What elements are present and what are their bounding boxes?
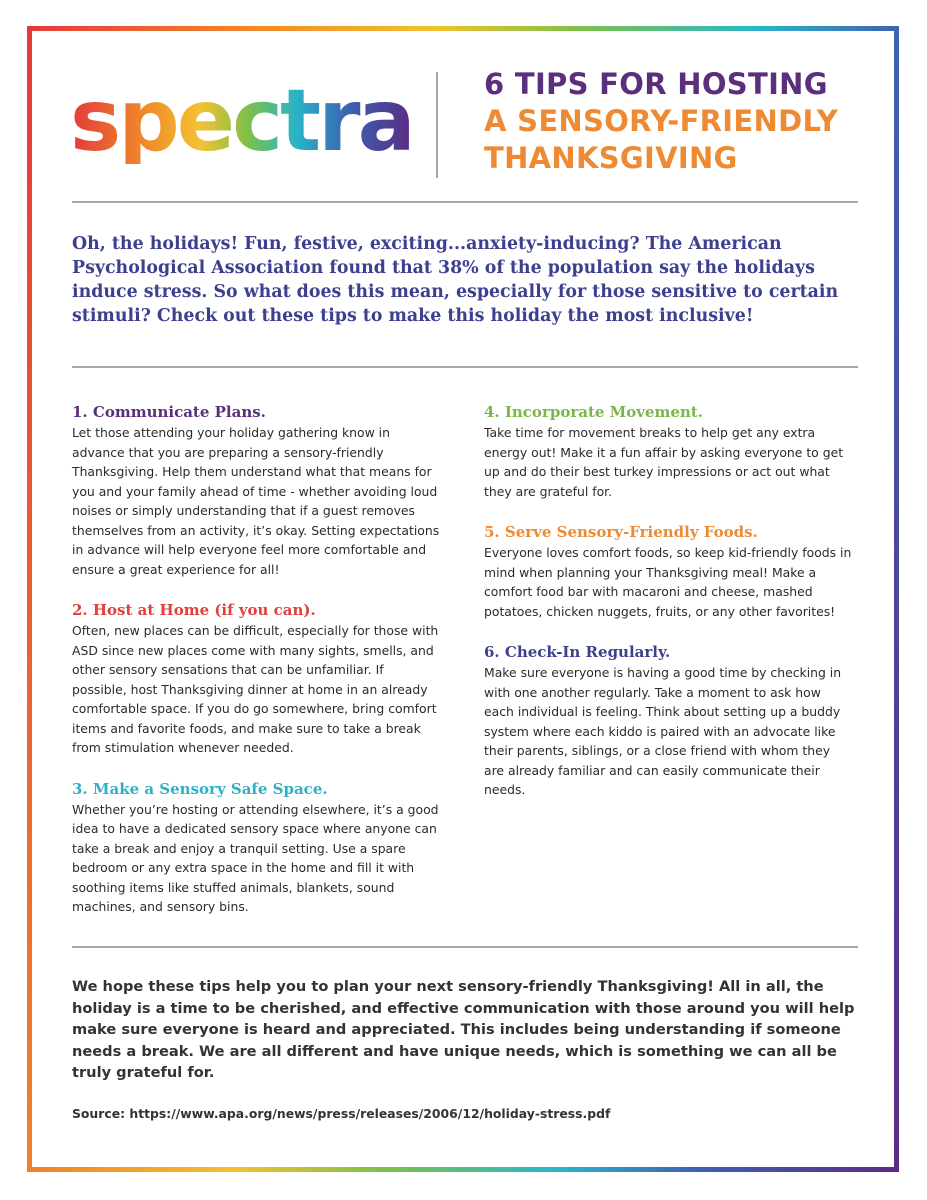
tip-incorporate-movement xyxy=(484,402,854,501)
page-title xyxy=(484,66,884,177)
tip-host-at-home xyxy=(72,600,442,758)
source-citation: Source: https://www.apa.org/news/press/releases/2006/12/holiday-stress.pdf xyxy=(72,1106,611,1121)
title-line-3: THANKSGIVING xyxy=(484,141,738,175)
tip-body: Whether you’re hosting or attending elsewhere, it’s a good idea to have a dedicated sensory space where anyone can take a break and enjoy a tranquil setting. Use a spare bedroom or any extra space in the home and fill it with soothing items like stuffed animals, blankets, sound machines, and sensory bins. xyxy=(72,801,439,914)
intro-paragraph: Oh, the holidays! Fun, festive, exciting...anxiety-inducing? The American Psychological Association found that 38% of the population say the holidays induce stress. So what does this mean, especially for those sensitive to certain stimuli? Check out these tips to make this holiday the most inclusive! xyxy=(72,234,839,326)
tip-heading: 4. Incorporate Movement. xyxy=(484,403,703,421)
tip-heading: 6. Check-In Regularly. xyxy=(484,643,671,661)
tip-body: Make sure everyone is having a good time by checking in with one another regularly. Take a moment to ask how each individual is feeling. Think about setting up a buddy system where each kiddo is paired with an advocate like their parents, siblings, or a close friend with whom they are already familiar and can easily communicate their needs. xyxy=(484,665,842,797)
tip-sensory-safe-space xyxy=(72,779,442,917)
tip-body: Often, new places can be difficult, especially for those with ASD since new places come with many sights, smells, and other sensory sensations that can be unfamiliar. If possible, host Thanksgiving dinner at home in an already comfortable space. If you do go somewhere, bring comfort items and favorite foods, and make sure to take a break from stimulation whenever needed. xyxy=(72,623,439,755)
tip-sensory-friendly-foods xyxy=(484,522,854,621)
tips-column-right xyxy=(484,402,854,821)
closing-paragraph: We hope these tips help you to plan your next sensory-friendly Thanksgiving! All in all, the holiday is a time to be cherished, and effective communication with those around you will help make sure everyone is heard and appreciated. This includes being understanding if someone needs a break. We are all different and have unique needs, which is something we can all be truly grateful for. xyxy=(72,978,855,1081)
tip-body: Everyone loves comfort foods, so keep kid-friendly foods in mind when planning your Thanksgiving meal! Make a comfort food bar with macaroni and cheese, mashed potatoes, chicken nuggets, fruits, or any other favorites! xyxy=(484,545,852,619)
tips-column-left xyxy=(72,402,442,938)
divider-intro xyxy=(72,366,858,368)
tip-heading: 2. Host at Home (if you can). xyxy=(72,601,316,619)
tip-heading: 1. Communicate Plans. xyxy=(72,403,266,421)
tip-heading: 3. Make a Sensory Safe Space. xyxy=(72,779,328,798)
spectra-logo: spectra xyxy=(70,71,413,171)
divider-top xyxy=(72,201,858,203)
tip-communicate-plans xyxy=(72,402,442,579)
title-line-1: 6 TIPS FOR HOSTING xyxy=(484,67,828,101)
tip-check-in-regularly xyxy=(484,642,854,800)
tip-heading: 5. Serve Sensory-Friendly Foods. xyxy=(484,523,758,541)
tip-body: Let those attending your holiday gathering know in advance that you are preparing a sensory-friendly Thanksgiving. Help them understand what that means for you and your family ahead of time - whether avoiding loud noises or simply understanding that if a guest removes themselves from an activity, it’s okay. Setting expectations in advance will help everyone feel more comfortable and ensure a great experience for all! xyxy=(72,425,440,577)
header-divider xyxy=(436,72,438,178)
tip-body: Take time for movement breaks to help get any extra energy out! Make it a fun affair by asking everyone to get up and do their best turkey impressions or act out what they are grateful for. xyxy=(484,425,844,499)
divider-bottom xyxy=(72,946,858,948)
title-line-2: A SENSORY-FRIENDLY xyxy=(484,104,839,138)
